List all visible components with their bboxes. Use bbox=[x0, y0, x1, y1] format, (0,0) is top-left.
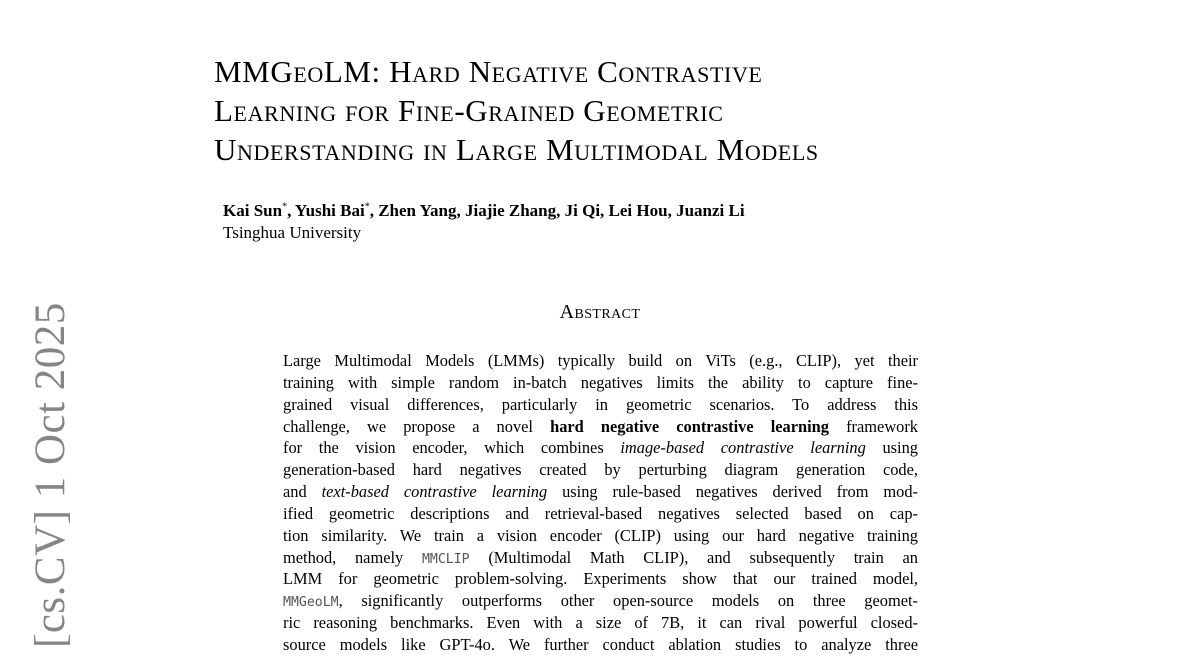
abstract-text: challenge, we propose a novel bbox=[283, 416, 551, 436]
abstract-text: , significantly outperforms other open-source models on three geomet- bbox=[338, 591, 918, 611]
abstract-line bbox=[283, 437, 918, 459]
abstract-text: tion similarity. We train a vision encoder (CLIP) using our hard negative training bbox=[283, 525, 918, 545]
abstract-line bbox=[283, 459, 918, 481]
abstract-text: source models like GPT-4o. We further conduct ablation studies to analyze three bbox=[283, 634, 918, 654]
title-line: Understanding in Large Multimodal Models bbox=[214, 132, 819, 167]
abstract-text: Large Multimodal Models (LMMs) typically build on ViTs (e.g., CLIP), yet their bbox=[283, 351, 918, 370]
model-name: MMCLIP bbox=[421, 551, 470, 567]
abstract-text: framework bbox=[829, 416, 918, 436]
abstract-text: method, namely bbox=[283, 547, 422, 567]
abstract-line bbox=[283, 503, 918, 525]
abstract-line bbox=[283, 350, 918, 372]
abstract-heading: Abstract bbox=[559, 301, 641, 323]
abstract-text: and bbox=[283, 482, 322, 502]
title-line: Learning for Fine-Grained Geometric bbox=[214, 93, 724, 128]
abstract-line bbox=[283, 416, 918, 438]
italic-term: image-based contrastive learning bbox=[620, 438, 866, 458]
arxiv-side-stamp: [cs.CV] 1 Oct 2025 bbox=[27, 302, 74, 648]
bold-term: hard negative contrastive learning bbox=[550, 416, 829, 436]
abstract-text: grained visual differences, particularly in geometric scenarios. To address this bbox=[283, 394, 918, 414]
abstract-line bbox=[283, 612, 918, 634]
abstract-text: generation-based hard negatives created by perturbing diagram generation code, bbox=[283, 460, 918, 480]
abstract-text: for the vision encoder, which combines bbox=[283, 438, 621, 458]
abstract-line bbox=[283, 372, 918, 394]
abstract-line bbox=[283, 568, 918, 590]
abstract-text: using rule-based negatives derived from mod- bbox=[547, 482, 918, 502]
paper-title bbox=[214, 52, 1014, 169]
abstract-text: ified geometric descriptions and retrieval-based negatives selected based on cap- bbox=[283, 503, 918, 523]
author-list: Kai Sun*, Yushi Bai*, Zhen Yang, Jiajie Zhang, Ji Qi, Lei Hou, Juanzi Li bbox=[223, 201, 745, 220]
italic-term: text-based contrastive learning bbox=[321, 482, 548, 502]
abstract-line bbox=[283, 394, 918, 416]
abstract-text: (Multimodal Math CLIP), and subsequently train an bbox=[469, 547, 918, 567]
model-name: MMGeoLM bbox=[283, 595, 339, 611]
abstract-text: LMM for geometric problem-solving. Experiments show that our trained model, bbox=[283, 569, 918, 589]
abstract-line bbox=[283, 525, 918, 547]
abstract-body bbox=[283, 350, 918, 656]
abstract-line bbox=[283, 481, 918, 503]
abstract-text: using bbox=[865, 438, 918, 458]
affiliation: Tsinghua University bbox=[223, 223, 362, 242]
abstract-line bbox=[283, 634, 918, 656]
abstract-line bbox=[283, 590, 918, 612]
title-line: MMGeoLM: Hard Negative Contrastive bbox=[214, 54, 763, 89]
abstract-text: ric reasoning benchmarks. Even with a size of 7B, it can rival powerful closed- bbox=[283, 613, 918, 633]
abstract-text: training with simple random in-batch negatives limits the ability to capture fine- bbox=[283, 372, 918, 392]
abstract-line bbox=[283, 547, 918, 569]
